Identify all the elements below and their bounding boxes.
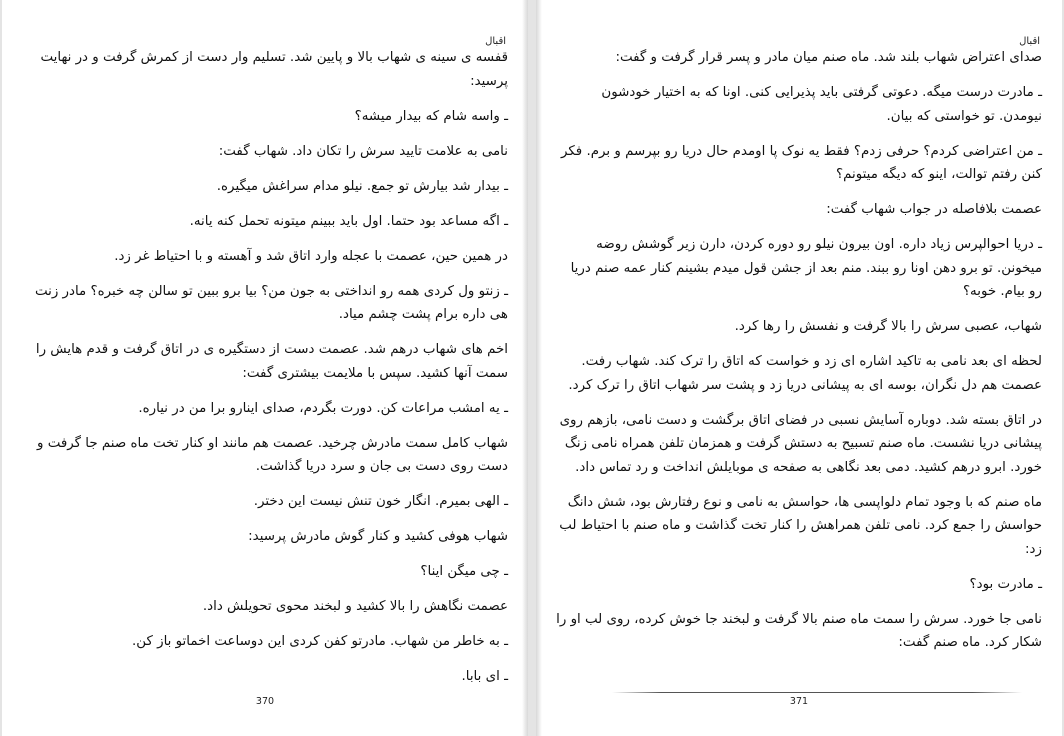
- left-page: [2, 0, 528, 736]
- paragraph: ـ ای بابا.: [461, 669, 508, 684]
- paragraph: صدای اعتراض شهاب بلند شد. ماه صنم میان مادر و پسر قرار گرفت و گفت:: [615, 50, 1042, 65]
- paragraph: در همین حین، عصمت با عجله وارد اتاق شد و آهسته و با احتیاط غر زد.: [114, 248, 508, 264]
- paragraph: ـ مادرت بود؟: [969, 576, 1042, 592]
- gutter-shadow: [536, 0, 542, 736]
- running-header: اقبال: [1019, 36, 1040, 47]
- paragraph: ـ به خاطر من شهاب. مادرتو کفن کردی این دوساعت اخماتو باز کن.: [132, 634, 508, 649]
- paragraph: عصمت بلافاصله در جواب شهاب گفت:: [826, 202, 1042, 217]
- paragraph: ـ زنتو ول کردی همه رو انداختی به جون من؟ بیا برو ببین تو سالن چه خبره؟ مادر زنت هی داره برام پشت چشم میاد.: [34, 283, 508, 322]
- running-header: اقبال: [485, 36, 506, 47]
- paragraph: ماه صنم که با وجود تمام دلواپسی ها، حواسش به نامی و نوع رفتارش بود، شش دانگ حواسش را جمع کرد. نامی تلفن همراهش را کنار تخت گذاشت و ماه صنم با احتیاط لب زد:: [559, 494, 1042, 557]
- paragraph: لحظه ای بعد نامی به تاکید اشاره ای زد و خواست که اتاق را ترک کند. شهاب رفت. عصمت هم دل نگران، بوسه ای به پیشانی دریا زد و پشت سر شهاب اتاق را ترک کرد.: [568, 354, 1042, 393]
- paragraph: ـ چی میگن اینا؟: [420, 564, 508, 579]
- page-number: 371: [789, 696, 809, 707]
- paragraph: شهاب کامل سمت مادرش چرخید. عصمت هم مانند او کنار تخت ماه صنم جا گرفت و دست روی دست بی جان و سرد دریا گذاشت.: [36, 435, 508, 474]
- paragraph: نامی جا خورد. سرش را سمت ماه صنم بالا گرفت و لبخند جا خوش کرده، روی لب او را شکار کرد. ماه صنم گفت:: [556, 611, 1042, 650]
- paragraph: ـ اگه مساعد بود حتما. اول باید ببینم میتونه تحمل کنه یانه.: [189, 213, 508, 229]
- paragraph: ـ مادرت درست میگه. دعوتی گرفتی باید پذیرایی کنی. اونا که به اختیار خودشون نیومدن. تو خواستی که بیان.: [601, 85, 1042, 124]
- paragraph: ـ الهی بمیرم. انگار خون تنش نیست این دختر.: [253, 494, 508, 509]
- footer-rule: [612, 692, 1022, 693]
- paragraph: عصمت نگاهش را بالا کشید و لبخند محوی تحویلش داد.: [202, 599, 508, 614]
- gutter-shadow: [522, 0, 528, 736]
- paragraph: اخم های شهاب درهم شد. عصمت دست از دستگیره ی در اتاق گرفت و قدم هایش را سمت آنها کشید. سپس با ملایمت بیشتری گفت:: [35, 342, 508, 381]
- page-number: 370: [255, 696, 275, 707]
- paragraph: ـ واسه شام که بیدار میشه؟: [354, 108, 508, 124]
- paragraph: شهاب هوفی کشید و کنار گوش مادرش پرسید:: [248, 529, 508, 544]
- page-body: [556, 46, 1042, 666]
- paragraph: در اتاق بسته شد. دوباره آسایش نسبی در فضای اتاق برگشت و دست نامی، بازهم روی پیشانی دریا نشست. ماه صنم تسبیح به دستش گرفت و همزمان تلفن همراه نامی زنگ خورد. ابرو درهم کشید. دمی بعد نگاهی به صفحه ی موبایلش انداخت و رد تماس داد.: [559, 412, 1042, 475]
- paragraph: نامی به علامت تایید سرش را تکان داد. شهاب گفت:: [218, 143, 508, 159]
- paragraph: ـ دریا احوالپرس زیاد داره. اون بیرون نیلو رو دوره کردن، دارن زیر گوشش روضه میخونن. تو برو دهن اونا رو ببند. منم بعد از جشن قول میدم بشینم کنار عمه صنم دریا رو بیام. خوبه؟: [570, 237, 1042, 299]
- paragraph: شهاب، عصبی سرش را بالا گرفت و نفسش را رها کرد.: [734, 319, 1042, 334]
- paragraph: ـ بیدار شد بیارش تو جمع. نیلو مدام سراغش میگیره.: [216, 178, 508, 194]
- paragraph: ـ یه امشب مراعات کن. دورت بگردم، صدای اینارو برا من در نیاره.: [138, 400, 508, 416]
- right-page: [536, 0, 1062, 736]
- paragraph: قفسه ی سینه ی شهاب بالا و پایین شد. تسلیم وار دست از کمرش گرفت و در نهایت پرسید:: [40, 50, 508, 89]
- paragraph: ـ من اعتراضی کردم؟ حرفی زدم؟ فقط یه نوک پا اومدم حال دریا رو بپرسم و برم. فکر کنن رفتم توالت، اینو که دیگه میتونم؟: [561, 143, 1042, 182]
- page-body: [22, 46, 508, 700]
